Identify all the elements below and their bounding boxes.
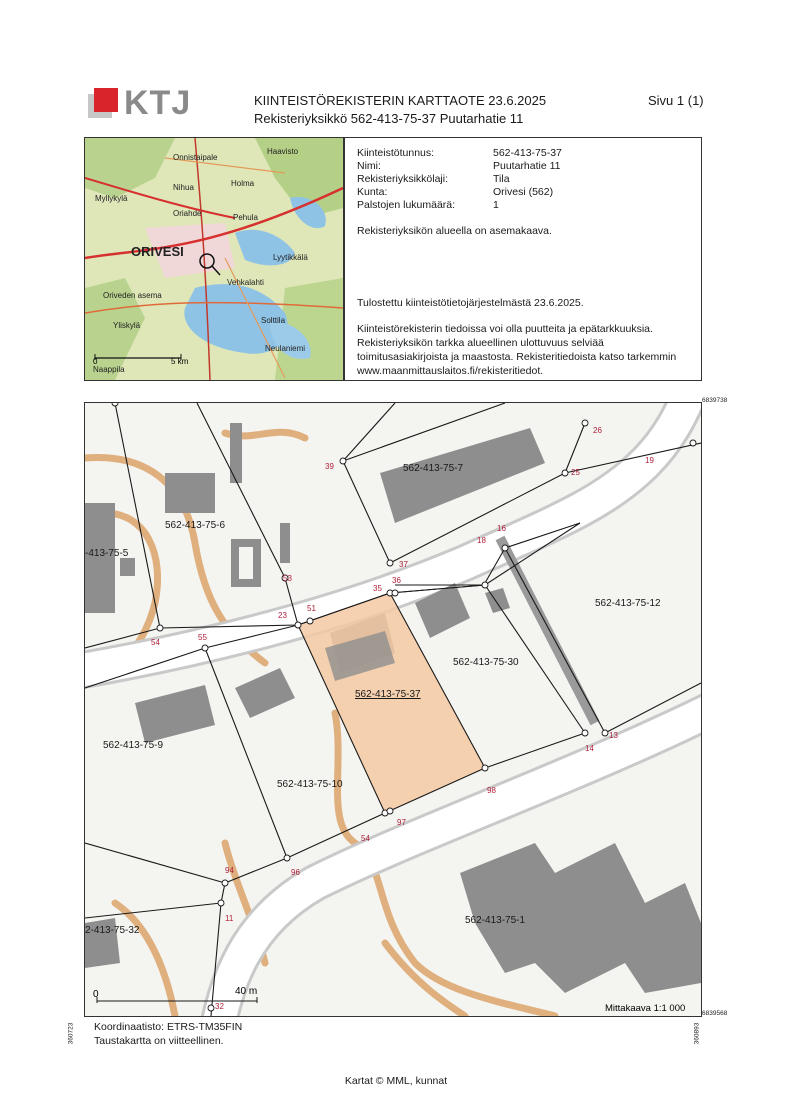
overview-scale-start: 0	[93, 357, 98, 366]
place-label: Onnistaipale	[173, 153, 218, 162]
place-label: Yliskylä	[113, 321, 141, 330]
ktj-logo-mark	[88, 88, 118, 118]
point-label: 18	[477, 536, 486, 545]
cadastral-map	[84, 402, 702, 1017]
info-row-name: Nimi: Puutarhatie 11	[357, 160, 561, 172]
coordinate-system: Koordinaatisto: ETRS-TM35FIN	[94, 1021, 243, 1033]
parcel-label: 562-413-75-12	[595, 598, 661, 609]
map-scale-end: 40 m	[235, 986, 258, 997]
parcel-label: -413-75-5	[85, 548, 129, 559]
place-label: Oriveden asema	[103, 291, 162, 300]
point-label: 39	[325, 462, 334, 471]
place-label: Lyytikkälä	[273, 253, 308, 262]
overview-scale-end: 5 km	[171, 357, 189, 366]
page-number: Sivu 1 (1)	[648, 93, 704, 108]
point-label: 16	[497, 524, 506, 533]
place-label: Holma	[231, 179, 255, 188]
parcel-label: 562-413-75-30	[453, 657, 519, 668]
point-label: 26	[593, 426, 602, 435]
disclaimer: Kiinteistörekisterin tiedoissa voi olla puutteita ja epätarkkuuksia. Rekisteriyksikön tarkka alueellinen ulottuvuus selviää toimitusasiakirjoista ja maastosta. Rekisteritiedoista katso tarkemmin www.maanmittauslaitos.fi/rekisteritiedot.	[357, 323, 677, 377]
document-subtitle: Rekisteriyksikkö 562-413-75-37 Puutarhatie 11	[254, 111, 524, 126]
plan-note: Rekisteriyksikön alueella on asemakaava.	[357, 225, 552, 237]
place-label: Vehkalahti	[227, 278, 264, 287]
coord-right-vertical: 360893	[693, 1022, 701, 1045]
place-label: Neulaniemi	[265, 344, 306, 353]
parcel-label: 562-413-75-6	[165, 520, 226, 531]
place-label: Solttila	[261, 316, 286, 325]
point-label: 96	[291, 868, 300, 877]
place-label: Myllykylä	[95, 194, 128, 203]
point-label: 37	[399, 560, 408, 569]
point-label: 54	[361, 834, 370, 843]
parcel-label: 2-413-75-32	[85, 925, 140, 936]
parcel-label: 562-413-75-7	[403, 463, 464, 474]
point-label: 23	[278, 611, 287, 620]
point-label: 25	[571, 468, 580, 477]
point-label: 51	[307, 604, 316, 613]
info-row-municipality: Kunta: Orivesi (562)	[357, 186, 554, 198]
place-label: Naappila	[93, 365, 125, 374]
property-info-panel	[344, 137, 702, 381]
printed-note: Tulostettu kiinteistötietojärjestelmästä 23.6.2025.	[357, 297, 584, 309]
point-label: 55	[198, 633, 207, 642]
map-scale-ratio: Mittakaava 1:1 000	[605, 1003, 686, 1014]
point-label: 94	[225, 866, 234, 875]
info-row-parcel-count: Palstojen lukumäärä: 1	[357, 199, 499, 211]
place-label: Pehula	[233, 213, 258, 222]
parcel-label: 562-413-75-1	[465, 915, 526, 926]
point-label: 13	[609, 731, 618, 740]
place-label: Nihua	[173, 183, 194, 192]
map-credit: Kartat © MML, kunnat	[344, 1075, 448, 1087]
place-label: ORIVESI	[131, 244, 184, 259]
map-scale-start: 0	[93, 989, 99, 1000]
document-title: KIINTEISTÖREKISTERIN KARTTAOTE 23.6.2025	[254, 93, 547, 108]
background-note: Taustakartta on viitteellinen.	[94, 1035, 224, 1047]
point-label: 14	[585, 744, 594, 753]
overview-map	[84, 137, 344, 381]
point-label: 54	[151, 638, 160, 647]
coord-top-right: 6839738	[702, 397, 728, 404]
info-row-id: Kiinteistötunnus: 562-413-75-37	[357, 147, 562, 159]
point-label: 98	[487, 786, 496, 795]
point-label: 32	[215, 1002, 224, 1011]
coord-bottom-right: 6839568	[702, 1010, 728, 1017]
point-label: 97	[397, 818, 406, 827]
ktj-logo-text: KTJ	[124, 84, 192, 122]
parcel-label: 562-413-75-9	[103, 740, 164, 751]
point-label: 36	[392, 576, 401, 585]
point-label: 19	[645, 456, 654, 465]
point-label: 53	[283, 574, 292, 583]
place-label: Oriahde	[173, 209, 202, 218]
parcel-label: 562-413-75-10	[277, 779, 343, 790]
point-label: 35	[373, 584, 382, 593]
info-row-type: Rekisteriyksikkölaji: Tila	[357, 173, 510, 185]
parcel-label-selected: 562-413-75-37	[355, 689, 421, 700]
coord-left-vertical: 360723	[67, 1022, 75, 1045]
point-label: 11	[225, 914, 234, 923]
place-label: Haavisto	[267, 147, 299, 156]
